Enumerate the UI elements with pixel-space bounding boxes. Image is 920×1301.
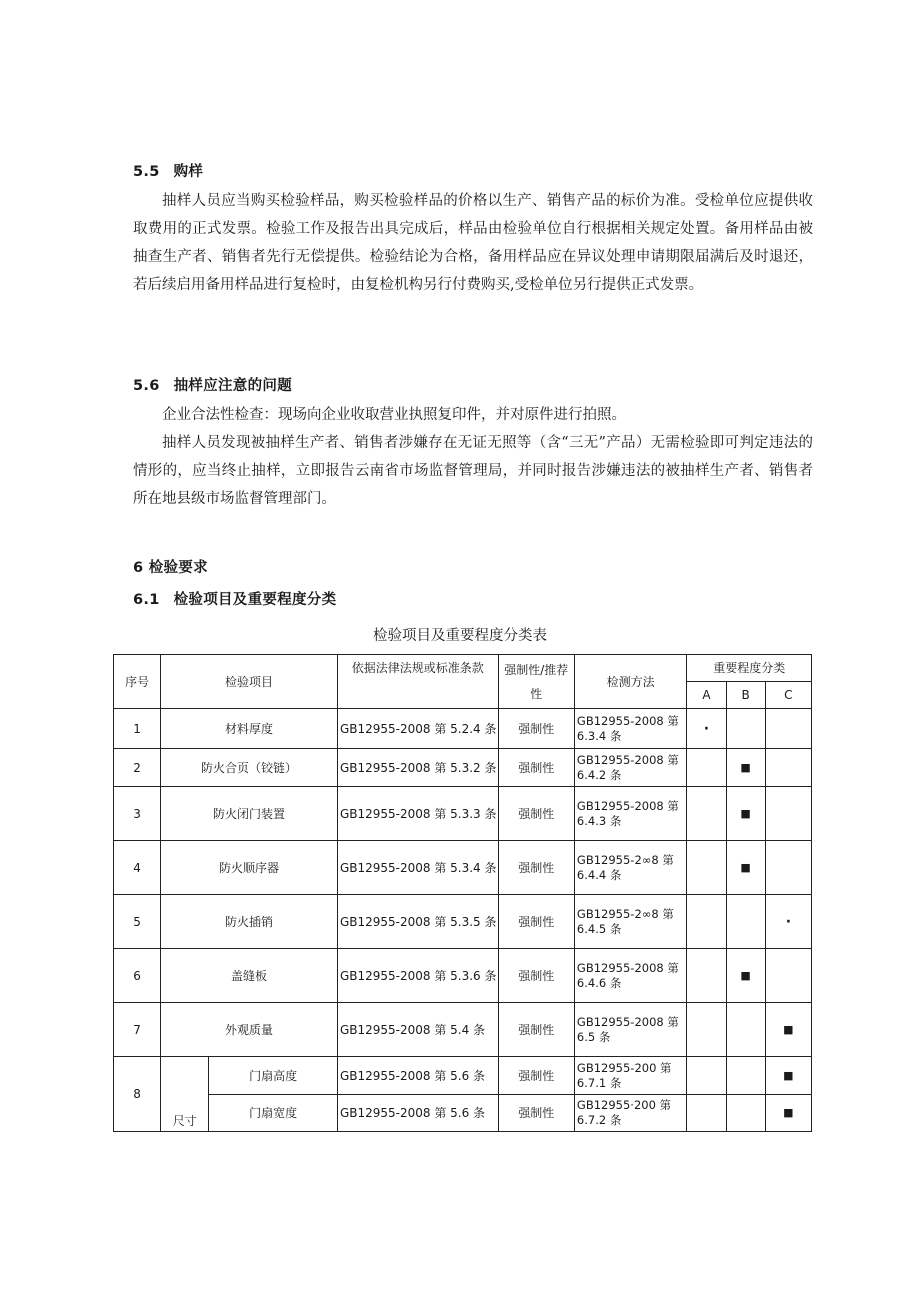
section-title: 检验项目及重要程度分类	[173, 592, 337, 608]
row-grade-c: ■	[765, 1057, 811, 1095]
row-grade-b	[726, 1003, 765, 1057]
row-grade-a	[687, 841, 726, 895]
row-no: 6	[114, 949, 161, 1003]
row-grade-c	[765, 949, 811, 1003]
section-5-6-paragraph-2: 抽样人员发现被抽样生产者、销售者涉嫌存在无证无照等（含“三无”产品）无需检验即可判定违法的情形的，应当终止抽样，立即报告云南省市场监督管理局，并同时报告涉嫌违法的被抽样生产者、销售者所在地县级市场监督管理部门。	[133, 435, 813, 507]
row-mandatory: 强制性	[498, 949, 574, 1003]
section-6-1-heading	[133, 588, 336, 609]
section-6-heading: 6 检验要求	[133, 560, 208, 576]
row-grade-b: ■	[726, 949, 765, 1003]
row-grade-b: ■	[726, 787, 765, 841]
header-a: A	[687, 682, 726, 709]
row-item: 外观质量	[161, 1003, 338, 1057]
section-number: 5.5	[133, 164, 160, 180]
row-basis: GB12955-2008 第 5.3.6 条	[337, 949, 498, 1003]
row-no: 3	[114, 787, 161, 841]
row-grade-a	[687, 1003, 726, 1057]
row-grade-c	[765, 841, 811, 895]
table-row	[114, 749, 812, 787]
row-grade-b	[726, 709, 765, 749]
row-mandatory: 强制性	[498, 841, 574, 895]
row-no: 5	[114, 895, 161, 949]
row-mandatory: 强制性	[498, 1095, 574, 1132]
section-title: 购样	[173, 164, 204, 180]
row-grade-c	[765, 749, 811, 787]
row-no: 7	[114, 1003, 161, 1057]
row-no: 1	[114, 709, 161, 749]
header-item: 检验项目	[161, 655, 338, 709]
section-number: 6.1	[133, 592, 160, 608]
row-method: GB12955-2008 第 6.5 条	[574, 1003, 686, 1057]
table-row	[114, 895, 812, 949]
section-5-5-paragraph: 抽样人员应当购买检验样品，购买检验样品的价格以生产、销售产品的标价为准。受检单位应提供收取费用的正式发票。检验工作及报告出具完成后，样品由检验单位自行根据相关规定处置。备用样品由被抽查生产者、销售者先行无偿提供。检验结论为合格，备用样品应在异议处理申请期限届满后及时退还，若后续启用备用样品进行复检时，由复检机构另行付费购买,受检单位另行提供正式发票。	[133, 193, 813, 293]
table-title: 检验项目及重要程度分类表	[373, 628, 547, 644]
table-row	[114, 1095, 812, 1132]
row-grade-a	[687, 787, 726, 841]
table-row	[114, 787, 812, 841]
row-basis: GB12955-2008 第 5.4 条	[337, 1003, 498, 1057]
header-basis: 依据法律法规或标准条款	[337, 655, 498, 709]
section-5-5-heading	[133, 160, 203, 181]
row-grade-b: ■	[726, 841, 765, 895]
row-no: 2	[114, 749, 161, 787]
row-grade-a	[687, 1095, 726, 1132]
row-method: GB12955-2∞8 第 6.4.4 条	[574, 841, 686, 895]
row-grade-b	[726, 895, 765, 949]
section-number: 5.6	[133, 378, 160, 394]
section-title: 抽样应注意的问题	[173, 378, 292, 394]
row-basis: GB12955-2008 第 5.3.3 条	[337, 787, 498, 841]
row-mandatory: 强制性	[498, 895, 574, 949]
row-grade-c: ■	[765, 1095, 811, 1132]
row-item: 门扇高度	[209, 1057, 338, 1095]
row-item: 防火闭门装置	[161, 787, 338, 841]
table-row	[114, 1003, 812, 1057]
row-method: GB12955-2008 第 6.4.3 条	[574, 787, 686, 841]
header-method: 检测方法	[574, 655, 686, 709]
header-importance: 重要程度分类	[687, 655, 812, 682]
row-no: 8	[114, 1057, 161, 1132]
row-basis: GB12955-2008 第 5.6 条	[337, 1057, 498, 1095]
row-grade-a: ·	[687, 709, 726, 749]
section-5-6-paragraph-1: 企业合法性检查：现场向企业收取营业执照复印件，并对原件进行拍照。	[162, 407, 626, 423]
table-row	[114, 709, 812, 749]
row-item: 材料厚度	[161, 709, 338, 749]
header-mandatory: 强制性/推荐性	[498, 655, 574, 709]
row-item: 防火插销	[161, 895, 338, 949]
row-mandatory: 强制性	[498, 1003, 574, 1057]
row-item: 防火顺序器	[161, 841, 338, 895]
row-basis: GB12955-2008 第 5.3.5 条	[337, 895, 498, 949]
header-b: B	[726, 682, 765, 709]
header-no: 序号	[114, 655, 161, 709]
row-method: GB12955·200 第 6.7.2 条	[574, 1095, 686, 1132]
row-grade-c	[765, 787, 811, 841]
row-mandatory: 强制性	[498, 787, 574, 841]
table-header-row	[114, 655, 812, 682]
row-method: GB12955-200 第 6.7.1 条	[574, 1057, 686, 1095]
row-item: 防火合页（铰链）	[161, 749, 338, 787]
row-no: 4	[114, 841, 161, 895]
row-grade-b: ■	[726, 749, 765, 787]
row-method: GB12955-2008 第 6.4.2 条	[574, 749, 686, 787]
row-basis: GB12955-2008 第 5.3.2 条	[337, 749, 498, 787]
row-basis: GB12955-2008 第 5.6 条	[337, 1095, 498, 1132]
row-grade-b	[726, 1057, 765, 1095]
row-grade-a	[687, 895, 726, 949]
row-grade-c	[765, 709, 811, 749]
row-item: 门扇宽度	[209, 1095, 338, 1132]
row-mandatory: 强制性	[498, 1057, 574, 1095]
row-grade-a	[687, 949, 726, 1003]
row-grade-a	[687, 749, 726, 787]
table-row	[114, 841, 812, 895]
row-mandatory: 强制性	[498, 749, 574, 787]
table-row	[114, 949, 812, 1003]
header-c: C	[765, 682, 811, 709]
row-mandatory: 强制性	[498, 709, 574, 749]
section-5-6-heading	[133, 374, 292, 395]
row-item: 盖缝板	[161, 949, 338, 1003]
row-method: GB12955-2008 第 6.3.4 条	[574, 709, 686, 749]
row-group: 尺寸	[161, 1057, 209, 1132]
table-row	[114, 1057, 812, 1095]
row-method: GB12955-2008 第 6.4.6 条	[574, 949, 686, 1003]
row-grade-c: ·	[765, 895, 811, 949]
inspection-table	[113, 654, 812, 1132]
row-grade-b	[726, 1095, 765, 1132]
row-basis: GB12955-2008 第 5.2.4 条	[337, 709, 498, 749]
row-grade-a	[687, 1057, 726, 1095]
row-grade-c: ■	[765, 1003, 811, 1057]
row-basis: GB12955-2008 第 5.3.4 条	[337, 841, 498, 895]
row-method: GB12955-2∞8 第 6.4.5 条	[574, 895, 686, 949]
